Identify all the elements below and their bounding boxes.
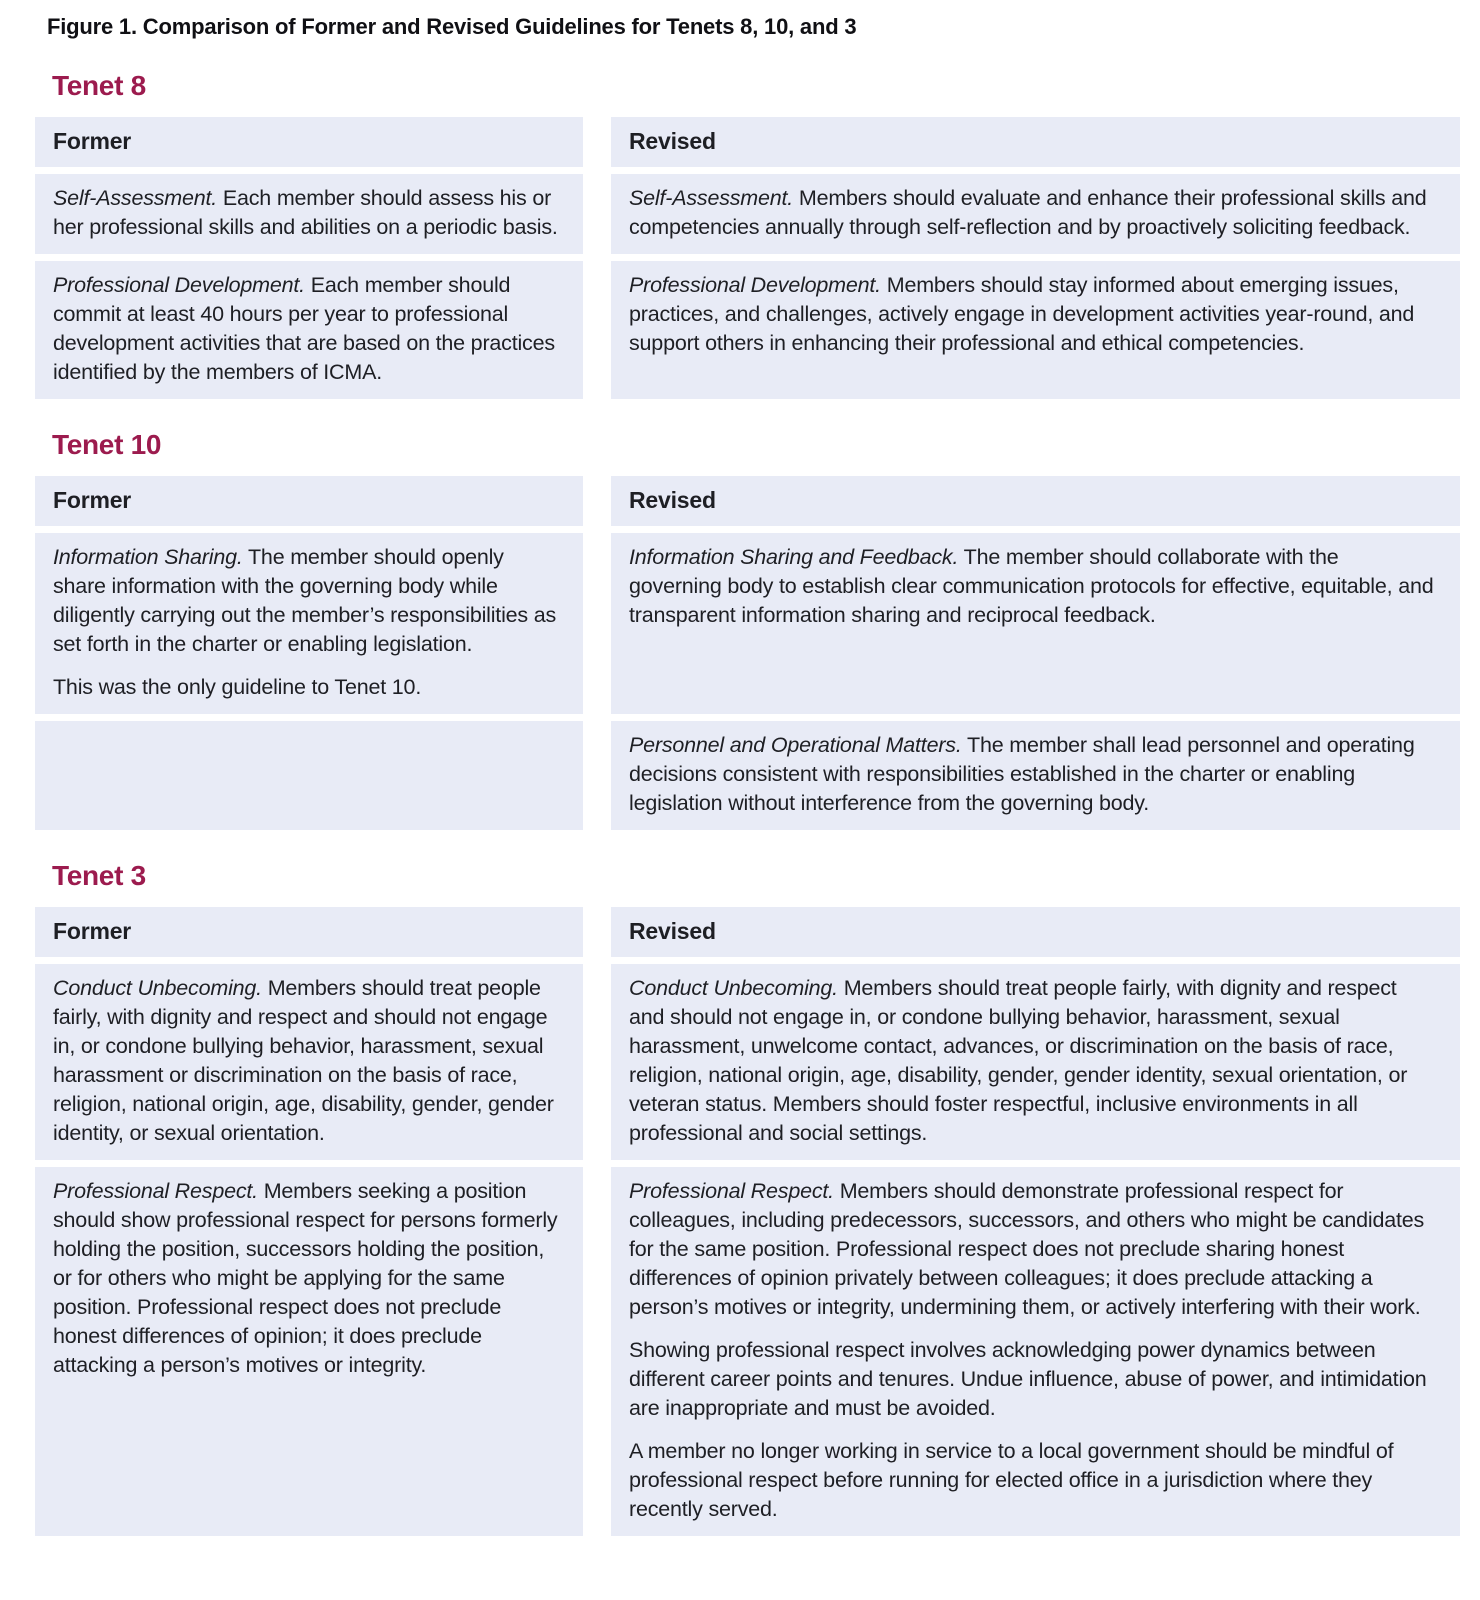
guideline-lead: Conduct Unbecoming. — [53, 976, 262, 1000]
guideline-text: Members should treat people fairly, with dignity and respect and should not engage in, or condone bullying behavior, harassment, sexual harassment or discrimination on the basis of race, religion, national origin, age, disability, gender, gender identity, or sexual orientation. — [53, 976, 554, 1145]
tenet-section — [35, 860, 1460, 1536]
tenet-section — [35, 429, 1460, 830]
guideline-text: This was the only guideline to Tenet 10. — [53, 675, 422, 699]
guideline-lead: Self-Assessment. — [629, 186, 794, 210]
tenet-heading: Tenet 3 — [52, 860, 146, 891]
cell-revised — [611, 964, 1460, 1160]
guideline-text: The member shall lead personnel and operating decisions consistent with responsibilities established in the charter or enabling legislation without interference from the governing body. — [629, 733, 1415, 815]
guideline-lead: Conduct Unbecoming. — [629, 976, 838, 1000]
column-header-revised: Revised — [611, 907, 1460, 957]
guideline-text: Each member should commit at least 40 hours per year to professional development activities that are based on the practices identified by the members of ICMA. — [53, 273, 555, 384]
guideline-text: Members should stay informed about emerging issues, practices, and challenges, actively engage in development activities year-round, and support others in enhancing their professional and ethical competencies. — [629, 273, 1415, 355]
column-header-former: Former — [35, 907, 583, 957]
guideline-paragraph — [53, 974, 559, 1148]
tenet-heading: Tenet 10 — [52, 429, 162, 460]
figure-title: Figure 1. Comparison of Former and Revised Guidelines for Tenets 8, 10, and 3 — [47, 14, 857, 39]
cell-revised — [611, 1167, 1460, 1536]
table-row — [35, 964, 1460, 1160]
guideline-text: Members should evaluate and enhance their professional skills and competencies annually through self-reflection and by proactively soliciting feedback. — [629, 186, 1427, 239]
comparison-table — [35, 117, 1460, 399]
cell-revised — [611, 261, 1460, 399]
cell-former — [35, 533, 583, 714]
guideline-text: A member no longer working in service to a local government should be mindful of professional respect before running for elected office in a jurisdiction where they recently served. — [629, 1439, 1394, 1521]
guideline-text: The member should openly share information with the governing body while diligently carrying out the member’s responsibilities as set forth in the charter or enabling legislation. — [53, 545, 557, 656]
sections-root — [35, 70, 1460, 1536]
column-header-revised: Revised — [611, 476, 1460, 526]
guideline-text: Members should demonstrate professional respect for colleagues, including predecessors, successors, and others who might be candidates for the same position. Professional respect does not preclude sharing honest differences of opinion privately between colleagues; it does preclude attacking a person’s motives or integrity, undermining them, or actively interfering with their work. — [629, 1179, 1425, 1319]
guideline-paragraph — [53, 184, 559, 242]
guideline-paragraph — [629, 1437, 1436, 1524]
guideline-text: Members seeking a position should show professional respect for persons formerly holding the position, successors holding the position, or for others who might be applying for the same position. Professional respect does not preclude honest differences of opinion; it does preclude attacking a person’s motives or integrity. — [53, 1179, 558, 1377]
guideline-lead: Self-Assessment. — [53, 186, 218, 210]
guideline-lead: Personnel and Operational Matters. — [629, 733, 962, 757]
cell-former — [35, 1167, 583, 1536]
cell-former — [35, 721, 583, 830]
guideline-paragraph — [629, 184, 1436, 242]
guideline-paragraph — [53, 271, 559, 387]
header-row — [35, 907, 1460, 957]
header-row — [35, 476, 1460, 526]
table-row — [35, 174, 1460, 254]
guideline-paragraph — [629, 271, 1436, 358]
cell-revised — [611, 721, 1460, 830]
column-header-revised: Revised — [611, 117, 1460, 167]
cell-former — [35, 964, 583, 1160]
guideline-lead: Professional Development. — [53, 273, 305, 297]
cell-former — [35, 174, 583, 254]
guideline-lead: Professional Respect. — [629, 1179, 834, 1203]
table-row — [35, 261, 1460, 399]
comparison-table — [35, 907, 1460, 1536]
guideline-text: Each member should assess his or her professional skills and abilities on a periodic basis. — [53, 186, 558, 239]
table-row — [35, 533, 1460, 714]
guideline-text: The member should collaborate with the governing body to establish clear communication protocols for effective, equitable, and transparent information sharing and reciprocal feedback. — [629, 545, 1434, 627]
tenet-section — [35, 70, 1460, 399]
guideline-paragraph — [53, 1177, 559, 1380]
cell-revised — [611, 174, 1460, 254]
guideline-paragraph — [629, 1177, 1436, 1322]
guideline-lead: Information Sharing. — [53, 545, 243, 569]
guideline-paragraph — [53, 543, 559, 659]
guideline-paragraph — [629, 1336, 1436, 1423]
cell-former — [35, 261, 583, 399]
cell-revised — [611, 533, 1460, 714]
comparison-table — [35, 476, 1460, 830]
guideline-text: Members should treat people fairly, with dignity and respect and should not engage in, or condone bullying behavior, harassment, sexual harassment, unwelcome contact, advances, or discrimination on the basis of race, religion, national origin, age, disability, gender, gender identity, sexual orientation, or veteran status. Members should foster respectful, inclusive environments in all professional and social settings. — [629, 976, 1408, 1145]
guideline-paragraph — [629, 543, 1436, 630]
guideline-text: Showing professional respect involves acknowledging power dynamics between different career points and tenures. Undue influence, abuse of power, and intimidation are inappropriate and must be avoided. — [629, 1338, 1427, 1420]
guideline-lead: Professional Development. — [629, 273, 881, 297]
column-header-former: Former — [35, 117, 583, 167]
guideline-paragraph — [53, 673, 559, 702]
guideline-lead: Information Sharing and Feedback. — [629, 545, 959, 569]
guideline-paragraph — [629, 731, 1436, 818]
table-row — [35, 1167, 1460, 1536]
guideline-lead: Professional Respect. — [53, 1179, 258, 1203]
tenet-heading: Tenet 8 — [52, 70, 146, 101]
column-header-former: Former — [35, 476, 583, 526]
guideline-paragraph — [629, 974, 1436, 1148]
table-row — [35, 721, 1460, 830]
header-row — [35, 117, 1460, 167]
